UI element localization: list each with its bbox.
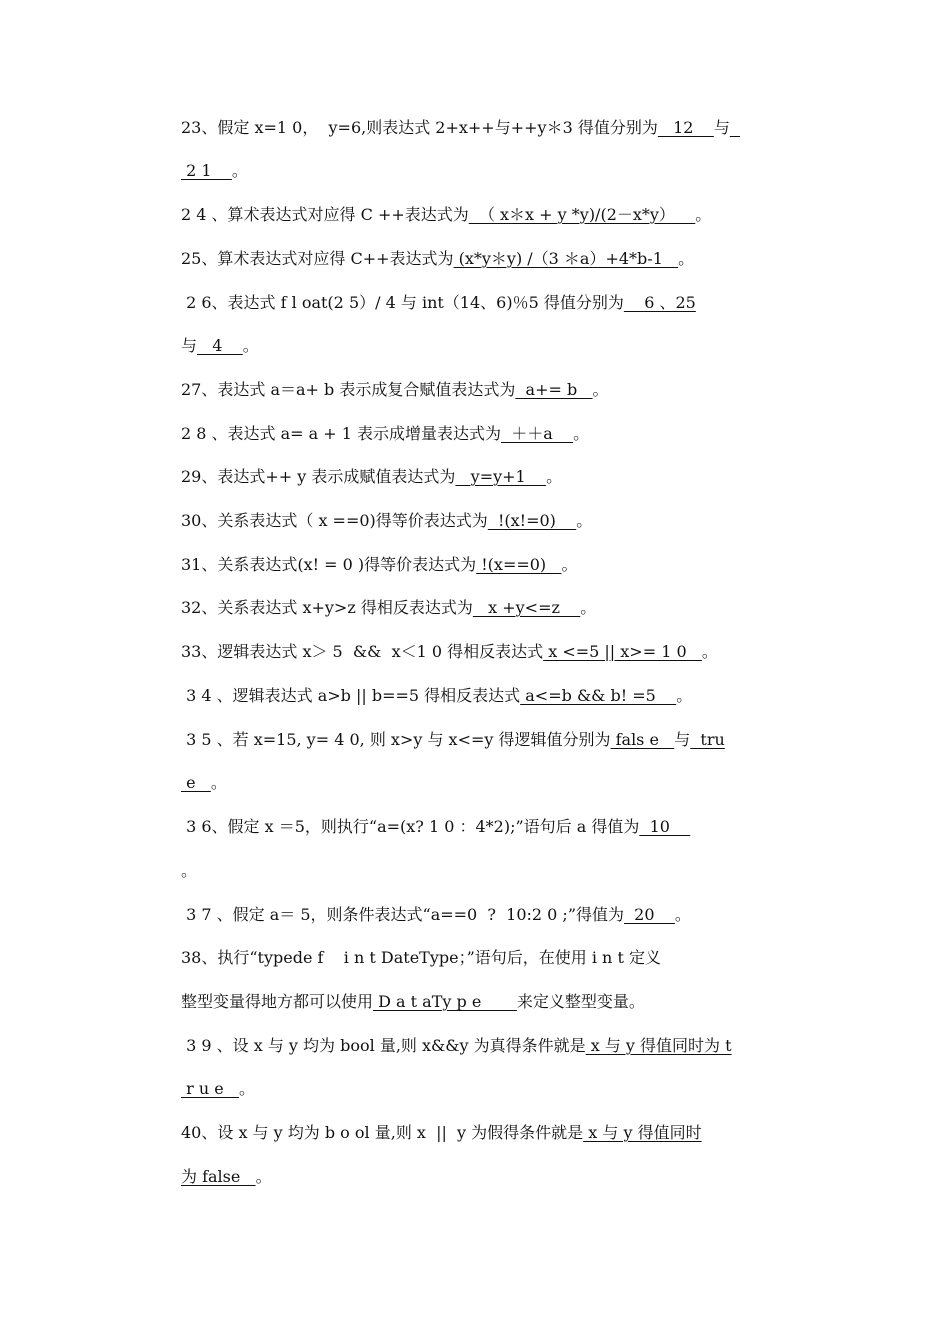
answer-blank: a<=b && b! =5 — [520, 686, 677, 705]
answer-blank: 2 1 — [181, 161, 232, 180]
text-line — [181, 772, 821, 794]
text-line — [181, 904, 821, 926]
question-text: 与 — [181, 336, 198, 355]
answer-blank: 20 — [624, 905, 675, 924]
text-line — [181, 466, 821, 488]
question-text: 。 — [576, 511, 593, 530]
question-text: 38、执行“typede f i n t DateType；”语句后，在使用 i n t 定义 — [181, 948, 661, 967]
text-line — [181, 947, 821, 969]
answer-blank: 10 — [639, 817, 691, 836]
question-text: 来定义整型变量。 — [516, 992, 645, 1011]
text-line — [181, 991, 821, 1013]
text-line — [181, 816, 821, 838]
answer-blank: !(x!=0) — [487, 511, 577, 530]
question-text: 23、假定 x=1 0， y=6,则表达式 2+x++与++y＊3 得值分别为 — [181, 118, 658, 137]
question-text: 。 — [210, 773, 227, 792]
answer-blank: fals e — [610, 730, 675, 749]
question-text: 。 — [181, 861, 198, 880]
answer-blank: （ x＊x + y *y)/(2－x*y） — [468, 205, 696, 224]
answer-blank: tru — [690, 730, 725, 749]
question-text: 。 — [678, 249, 695, 268]
question-text: 3 5 、若 x=15, y= 4 0, 则 x>y 与 x<=y 得逻辑值分别为 — [181, 730, 611, 749]
answer-blank: 12 — [657, 118, 714, 137]
question-text: 。 — [573, 424, 590, 443]
answer-blank: e — [181, 773, 211, 792]
answer-blank: 4 — [197, 336, 243, 355]
text-line — [181, 160, 821, 182]
question-text: 40、设 x 与 y 均为 b o ol 量,则 x || y 为假得条件就是 — [181, 1123, 584, 1142]
text-line — [181, 204, 821, 226]
question-text: 。 — [695, 205, 712, 224]
text-line — [181, 597, 821, 619]
text-line — [181, 860, 821, 882]
text-line — [181, 335, 821, 357]
answer-blank: x +y<=z — [472, 598, 581, 617]
text-line — [181, 554, 821, 576]
question-text: 与 — [713, 118, 730, 137]
question-text: 。 — [561, 555, 578, 574]
question-text: 。 — [592, 380, 609, 399]
text-line — [181, 1122, 821, 1144]
question-text: 。 — [231, 161, 248, 180]
answer-blank: 6 、25 — [623, 293, 696, 312]
answer-blank: x <=5 || x>= 1 0 — [543, 642, 702, 661]
question-text: 整型变量得地方都可以使用 — [181, 992, 374, 1011]
question-text: 32、关系表达式 x+y>z 得相反表达式为 — [181, 598, 473, 617]
answer-blank: r u e — [181, 1079, 239, 1098]
question-text: 33、逻辑表达式 x＞ 5 && x＜1 0 得相反表达式 — [181, 642, 544, 661]
answer-blank — [730, 118, 740, 137]
text-line — [181, 379, 821, 401]
question-text: 3 9 、设 x 与 y 均为 bool 量,则 x&&y 为真得条件就是 — [181, 1036, 586, 1055]
answer-blank: a+= b — [515, 380, 593, 399]
question-text: 。 — [676, 686, 693, 705]
question-text: 。 — [238, 1079, 255, 1098]
text-line — [181, 248, 821, 270]
text-line — [181, 729, 821, 751]
question-text: 31、关系表达式(x! = 0 )得等价表达式为 — [181, 555, 477, 574]
answer-blank: (x*y＊y) /（3 ＊a）+4*b-1 — [453, 249, 679, 268]
text-line — [181, 423, 821, 445]
question-text: 2 6、表达式 f l oat(2 5）/ 4 与 int（14、6)％5 得值分别为 — [181, 293, 624, 312]
question-text: 2 8 、表达式 a= a + 1 表示成增量表达式为 — [181, 424, 502, 443]
text-line — [181, 1166, 821, 1188]
answer-blank: y=y+1 — [455, 467, 547, 486]
question-text: 3 7 、假定 a＝ 5，则条件表达式“a==0 ? 10:2 0 ;”得值为 — [181, 905, 624, 924]
text-line — [181, 1035, 821, 1057]
answer-blank: ＋＋a — [501, 424, 574, 443]
answer-blank: x 与 y 得值同时为 t — [585, 1036, 732, 1055]
question-text: 3 4 、逻辑表达式 a>b || b==5 得相反表达式 — [181, 686, 521, 705]
text-line — [181, 641, 821, 663]
question-text: 。 — [674, 905, 691, 924]
answer-blank: !(x==0) — [476, 555, 562, 574]
answer-blank: D a t aTy p e — [373, 992, 517, 1011]
question-text: 2 4 、算术表达式对应得 C ++表达式为 — [181, 205, 469, 224]
question-text: 。 — [255, 1167, 272, 1186]
text-line — [181, 685, 821, 707]
answer-blank: 为 false — [181, 1167, 256, 1186]
text-line — [181, 292, 821, 314]
question-text: 30、关系表达式（ x ==0)得等价表达式为 — [181, 511, 488, 530]
text-line — [181, 1078, 821, 1100]
question-text: 27、表达式 a＝a+ b 表示成复合赋值表达式为 — [181, 380, 516, 399]
text-line — [181, 510, 821, 532]
question-text: 。 — [242, 336, 259, 355]
question-text: 29、表达式++ y 表示成赋值表达式为 — [181, 467, 456, 486]
question-text: 3 6、假定 x ＝5，则执行“a=(x? 1 0 ：4*2);”语句后 a 得值为 — [181, 817, 640, 836]
question-text: 。 — [580, 598, 597, 617]
answer-blank: x 与 y 得值同时 — [583, 1123, 702, 1142]
text-line — [181, 117, 821, 139]
question-text: 与 — [674, 730, 691, 749]
question-text: 。 — [701, 642, 718, 661]
question-text: 。 — [546, 467, 563, 486]
question-text: 25、算术表达式对应得 C++表达式为 — [181, 249, 454, 268]
